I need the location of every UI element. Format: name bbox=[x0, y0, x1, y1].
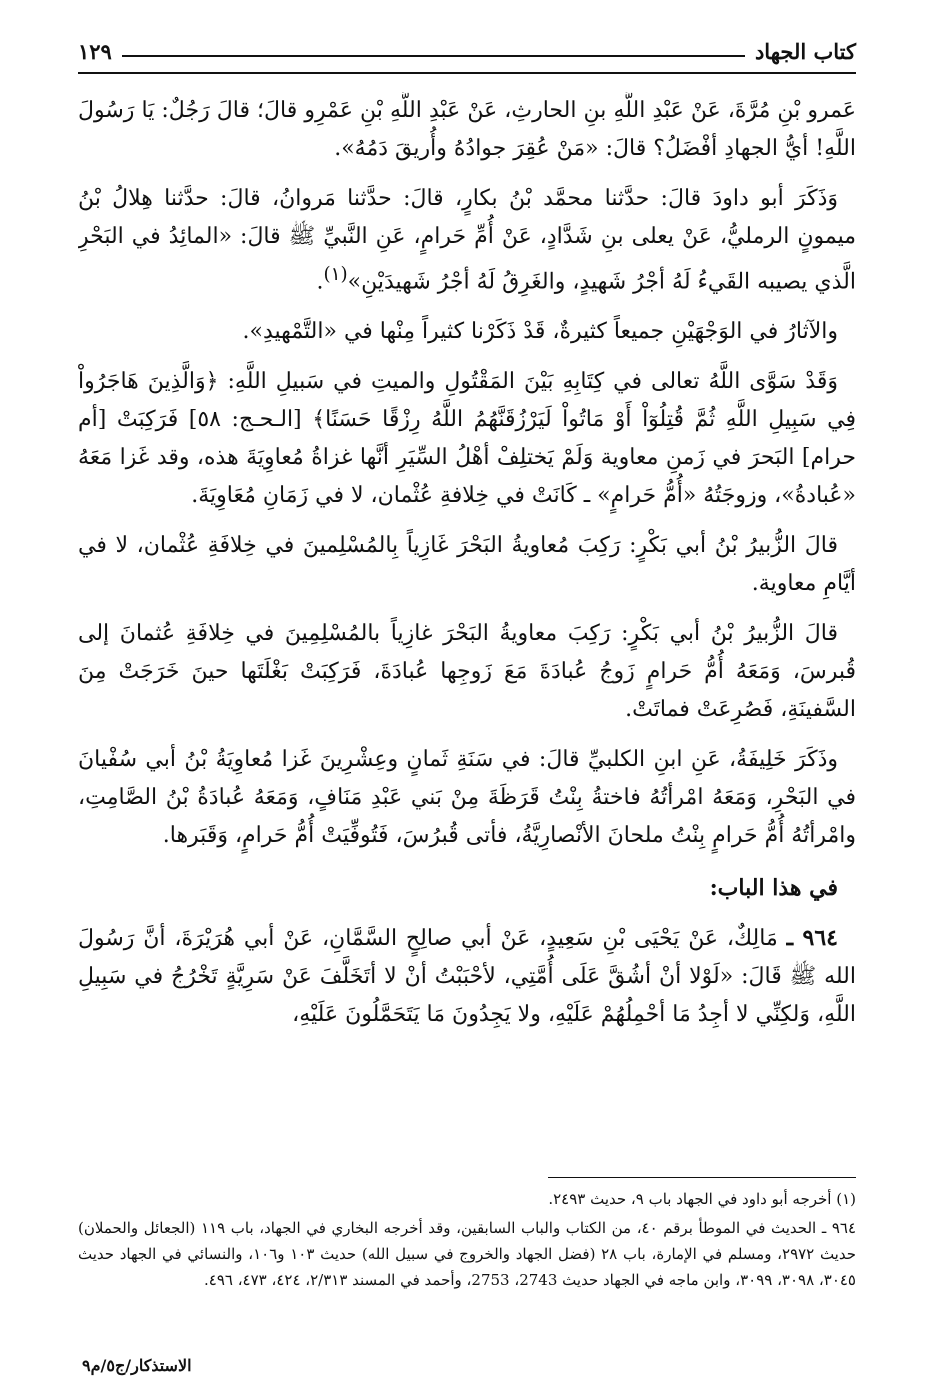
footnote: ٩٦٤ ـ الحديث في الموطأ برقم ٤٠، من الكتاب والباب السابقين، وقد أخرجه البخاري في الجهاد، باب ١١٩ (الجعائل والحملان) حديث ٢٩٧٢، ومسلم في الإمارة، باب ٢٨ (فضل الجهاد والخروج في سبيل الله) حديث ١٠٣ و١٠٦، والنسائي في الجهاد حديث ٣٠٤٥، ٣٠٩٨، ٣٠٩٩، وابن ماجه في الجهاد حديث 2743، 2753، وأحمد في المسند ٢/٣١٣، ٤٢٤، ٤٧٣، ٤٩٦. bbox=[78, 1219, 856, 1289]
hadith-number: ٩٦٤ ـ bbox=[786, 925, 838, 952]
paragraph: وذَكَرَ خَلِيفَةُ، عَنِ ابنِ الكلبيِّ قالَ: في سَنَةِ ثَمانٍ وعِشْرِينَ غَزا مُعاوِيَةُ بْنُ أبي سُفْيانَ في البَحْرِ، وَمَعَهُ امْرأتُهُ فاختةُ بِنْتُ قَرَظَةَ مِنْ بَني عَبْدِ مَنَافٍ، وَمَعَهُ عُبادَةُ بْنُ الصَّامِتِ، وامْرأتُهُ أُمُّ حَرامٍ بِنْتُ ملحانَ الأنْصارِيَّةُ، فأتى قُبرُسَ، فَتُوفِّيَتْ أُمُّ حَرامٍ، وَقَبَرها. bbox=[78, 747, 856, 849]
running-header bbox=[78, 28, 856, 68]
header-book-title: كتاب الجهاد bbox=[754, 39, 856, 64]
footnote-divider bbox=[548, 1177, 856, 1178]
main-text bbox=[78, 92, 856, 1162]
header-rule bbox=[122, 55, 745, 57]
paragraph: قالَ الزُّبيرُ بْنُ أبي بَكْرٍ: رَكِبَ معاويةُ البَحْرَ غازِياً بالمُسْلِمِينَ في خِلافَةِ عُثمانَ إلى قُبرسَ، وَمَعَهُ أُمُّ حَرامٍ زَوجُ عُبادَةَ مَعَ زَوجِها عُبادَةَ، فَرَكِبَتْ بَغْلَتَها حينَ خَرَجَتْ مِنَ السَّفينَةِ، فَصُرِعَتْ فماتَتْ. bbox=[78, 621, 856, 723]
hadith-text: مَالِكٌ، عَنْ يَحْيَى بْنِ سَعِيدٍ، عَنْ أبي صالِحٍ السَّمَّانِ، عَنْ أبي هُرَيْرَةَ، أنَّ رَسُولَ الله ﷺ قَالَ: «لَوْلا أنْ أشُقَّ عَلَى أُمَّتِي، لأحْبَبْتُ أنْ لا أتَخَلَّفَ عَنْ سَرِيَّةٍ تَخْرُجُ في سَبِيلِ اللَّهِ، وَلكِنِّي لا أجِدُ مَا أحْمِلُهُمْ عَلَيْهِ، ولا يَجِدُونَ مَا يَتَحَمَّلُونَ عَلَيْهِ، bbox=[78, 926, 856, 1028]
quran-reference: [الـحـج: ٥٨] bbox=[188, 407, 302, 433]
section-heading: في هذا الباب: bbox=[709, 875, 838, 902]
footnote: (١) أخرجه أبو داود في الجهاد باب ٩، حديث ٢٤٩٣. bbox=[548, 1190, 856, 1208]
printer-signature: الاستذكار/ج٥/م٩ bbox=[82, 1356, 192, 1375]
hadith-paragraph bbox=[78, 919, 856, 1034]
paragraph: عَمرو بْنِ مُرَّةَ، عَنْ عَبْدِ اللَّهِ بنِ الحارثِ، عَنْ عَبْدِ اللَّهِ بْنِ عَمْرِو قالَ؛ قالَ رَجُلٌ: يَا رَسُولَ اللَّهِ! أيُّ الجهادِ أفْضَلُ؟ قالَ: «مَنْ عُقِرَ جوادُهُ وأُريقَ دَمُهُ». bbox=[78, 98, 856, 161]
paragraph: وَذَكَرَ أبو داودَ قالَ: حدَّثنا محمَّد بْنُ بكارٍ، قالَ: حدَّثنا مَروانُ، قالَ: حدَّثنا هِلالُ بْنُ ميمونٍ الرمليُّ، عَنْ يعلى بنِ شَدَّادٍ، عَنْ أُمِّ حَرامٍ، عَنِ النَّبيِّ ﷺ قالَ: «المائِدُ في البَحْرِ الَّذي يصيبه القَيءُ لَهُ أجْرُ شَهيدٍ، والغَرِقُ لَهُ أجْرُ شَهيدَيْنِ»$^{(١)}$. bbox=[78, 186, 856, 295]
paragraph: قالَ الزُّبيرُ بْنُ أبي بَكْرٍ: رَكِبَ مُعاويةُ البَحْرَ غَازِياً بِالمُسْلِمينَ في خِلافَةِ عُثْمان، لا في أيَّامِ معاوية. bbox=[78, 533, 856, 597]
footnote-marker: (١) bbox=[323, 264, 348, 285]
paragraph: وَقَدْ سَوَّى اللَّهُ تعالى في كِتَابِهِ بَيْنَ المَقْتُولِ والميتِ في سَبيلِ اللَّهِ: ﴿وَالَّذِينَ هَاجَرُواْ فِي سَبِيلِ اللَّهِ ثُمَّ قُتِلُوٓاْ أَوْ مَاتُواْ لَيَرْزُقَنَّهُمُ اللَّهُ رِزْقًا حَسَنًا﴾ [الـحـج: ٥٨] فَرَكِبَتْ [أم حرام] البَحرَ في زَمنِ معاوية وَلَمْ يَختلِفْ أهْلُ السِّيَرِ أنَّها غزاةُ مُعاوِيَةَ هذه، وقد غَزا مَعَهُ «عُبادةُ»، وزوجَتُهُ «أُمُّ حَرامٍ» ـ كَانَتْ في خِلافةِ عُثْمان، لا في زَمَانِ مُعَاوِيَةَ. bbox=[78, 369, 856, 509]
paragraph: والآثارُ في الوَجْهَيْنِ جميعاً كثيرةٌ، قَدْ ذَكَرْنا كثيراً مِنْها في «التَّمْهيدِ». bbox=[242, 319, 838, 345]
footnotes bbox=[78, 1186, 856, 1346]
header-divider bbox=[78, 72, 856, 74]
page-number: ١٢٩ bbox=[78, 39, 112, 64]
